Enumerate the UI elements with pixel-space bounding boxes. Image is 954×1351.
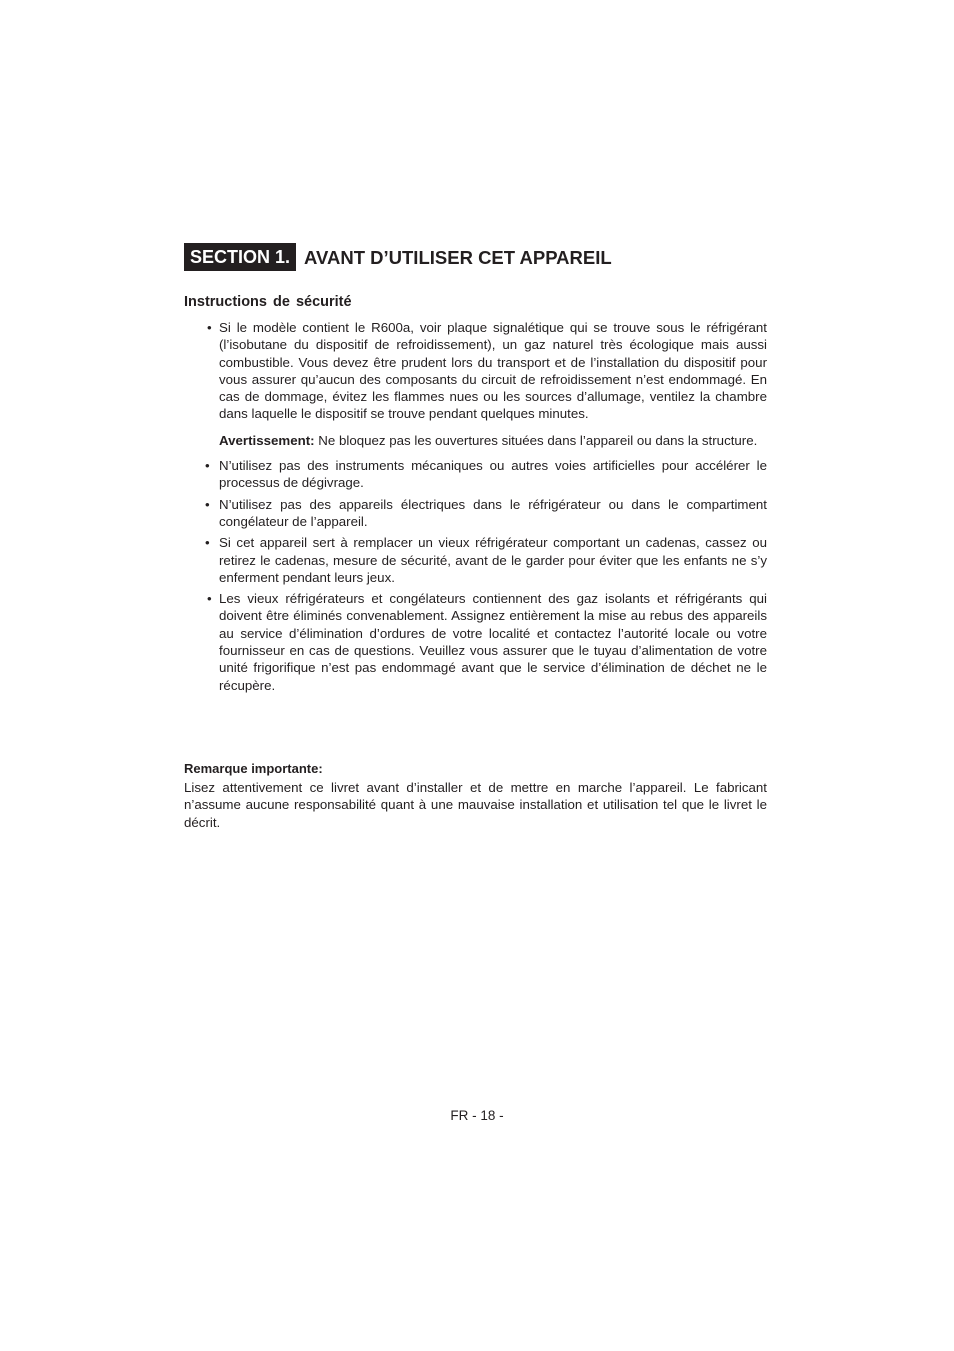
warning-text: Ne bloquez pas les ouvertures situées dans l’appareil ou dans la structure. [314, 432, 758, 448]
bullet-icon: • [205, 458, 210, 474]
bullet-icon: • [205, 496, 210, 512]
safety-instructions-heading: Instructions de sécurité [184, 294, 352, 310]
list-item [205, 319, 767, 423]
bullet-icon: • [207, 320, 212, 335]
list-item-text: Si cet appareil sert à remplacer un vieux réfrigérateur comportant un cadenas, cassez ou retirez le cadenas, mesure de sécurité, avant de le garder pour éviter que les enfants ne s’y enferment pendant leurs jeux. [219, 535, 767, 585]
bullet-icon: • [207, 591, 212, 607]
list-item-text: Les vieux réfrigérateurs et congélateurs contiennent des gaz isolants et réfrigérants qui doivent être éliminés convenablement. Assignez entièrement la mise au rebus des appareils au service d’élimination d’ordures de votre localité et contactez l’autorité locale ou votre fournisseur en cas de questions. Veuillez vous assurer que le tuyau d’alimentation de votre unité frigorifique n’est pas endommagé avant que le service d’élimination de déchet ne le récupère. [219, 591, 767, 693]
important-note-text: Lisez attentivement ce livret avant d’installer et de mettre en marche l’appareil. Le fabricant n’assume aucune responsabilité quant à une mauvaise installation et utilisation tel que le livret le décrit. [184, 780, 767, 830]
list-item [205, 496, 767, 531]
warning-label: Avertissement: [219, 432, 315, 448]
list-item [205, 457, 767, 492]
page-number: FR - 18 - [450, 1108, 504, 1123]
safety-bullet-list [205, 319, 767, 694]
section-title: AVANT D’UTILISER CET APPAREIL [304, 247, 612, 268]
list-item-text: N’utilisez pas des instruments mécaniques ou autres voies artificielles pour accélérer le processus de dégivrage. [219, 458, 767, 491]
important-note-title: Remarque importante: [184, 761, 323, 776]
list-item-text: N’utilisez pas des appareils électriques dans le réfrigérateur ou dans le compartiment congélateur de l’appareil. [219, 496, 767, 529]
list-item-text: Si le modèle contient le R600a, voir plaque signalétique qui se trouve sous le réfrigérant (l’isobutane du dispositif de refroidissement), un gaz naturel très écologique mais aussi combustible. Vous devez être prudent lors du transport et de l’installation du dispositif pour vous assurer qu’aucun des composants du circuit de refroidissement n’est endommagé. En cas de dommage, évitez les flammes nues ou les sources d’allumage, ventilez la chambre dans laquelle le dispositif se trouve pendant quelques minutes. [219, 320, 767, 422]
warning-note [205, 432, 767, 449]
section-header [184, 243, 612, 271]
bullet-icon: • [205, 535, 210, 551]
list-item [205, 534, 767, 586]
list-item [205, 590, 767, 694]
section-number-label: SECTION 1. [184, 243, 296, 271]
important-note [184, 759, 767, 831]
